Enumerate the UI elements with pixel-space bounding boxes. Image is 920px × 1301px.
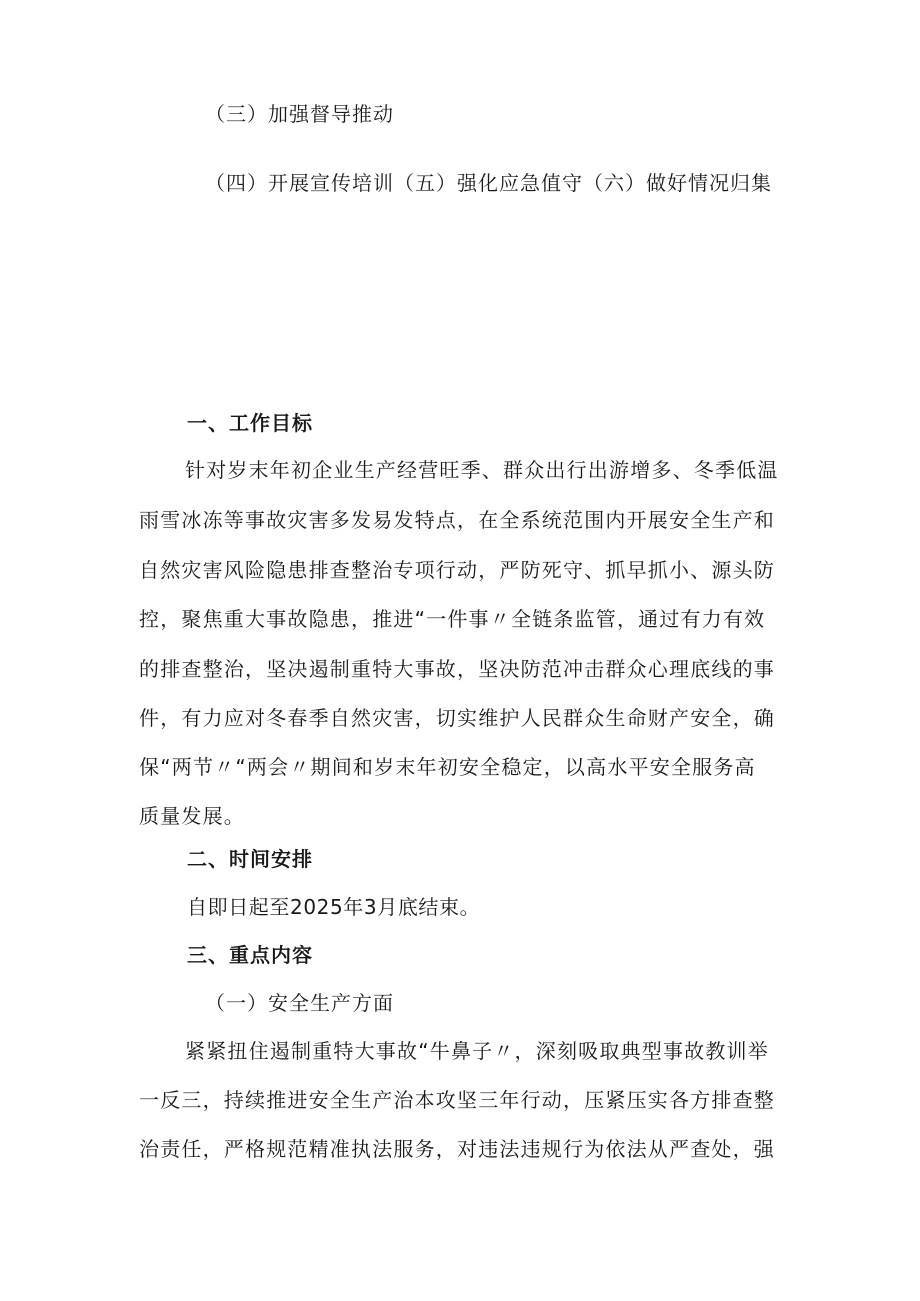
section-1-line-4: 控，聚焦重大事故隐患，推进“一件事〃全链条监管，通过有力有效 [139, 607, 766, 631]
toc-item-3: （三）加强督导推动 [205, 102, 394, 126]
section-3-line-3: 治责任，严格规范精准执法服务，对违法违规行为依法从严查处，强 [139, 1137, 775, 1161]
section-1-line-1: 针对岁末年初企业生产经营旺季、群众出行出游增多、冬季低温 [185, 458, 779, 482]
section-1-line-7: 保“两节〃“两会〃期间和岁末年初安全稳定，以高水平安全服务高 [139, 755, 756, 779]
section-1-line-5: 的排查整治，坚决遏制重特大事故，坚决防范冲击群众心理底线的事 [139, 657, 775, 681]
section-2-heading: 二、时间安排 [187, 847, 313, 871]
section-3-heading: 三、重点内容 [187, 943, 313, 967]
section-1-line-8: 质量发展。 [139, 804, 245, 828]
section-3-subheading-1: （一）安全生产方面 [205, 991, 394, 1015]
toc-item-4-to-6: （四）开展宣传培训（五）强化应急值守（六）做好情况归集 [205, 171, 772, 195]
section-3-line-1: 紧紧扭住遏制重特大事故“牛鼻子〃，深刻吸取典型事故教训举 [185, 1039, 769, 1063]
section-1-line-2: 雨雪冰冻等事故灾害多发易发特点，在全系统范围内开展安全生产和 [139, 508, 775, 532]
section-2-text: 自即日起至2025年3月底结束。 [187, 895, 481, 919]
section-3-line-2: 一反三，持续推进安全生产治本攻坚三年行动，压紧压实各方排查整 [139, 1088, 775, 1112]
section-1-heading: 一、工作目标 [187, 411, 313, 435]
section-1-line-6: 件，有力应对冬春季自然灾害，切实维护人民群众生命财产安全，确 [139, 706, 775, 730]
section-1-line-3: 自然灾害风险隐患排查整治专项行动，严防死守、抓早抓小、源头防 [139, 558, 775, 582]
